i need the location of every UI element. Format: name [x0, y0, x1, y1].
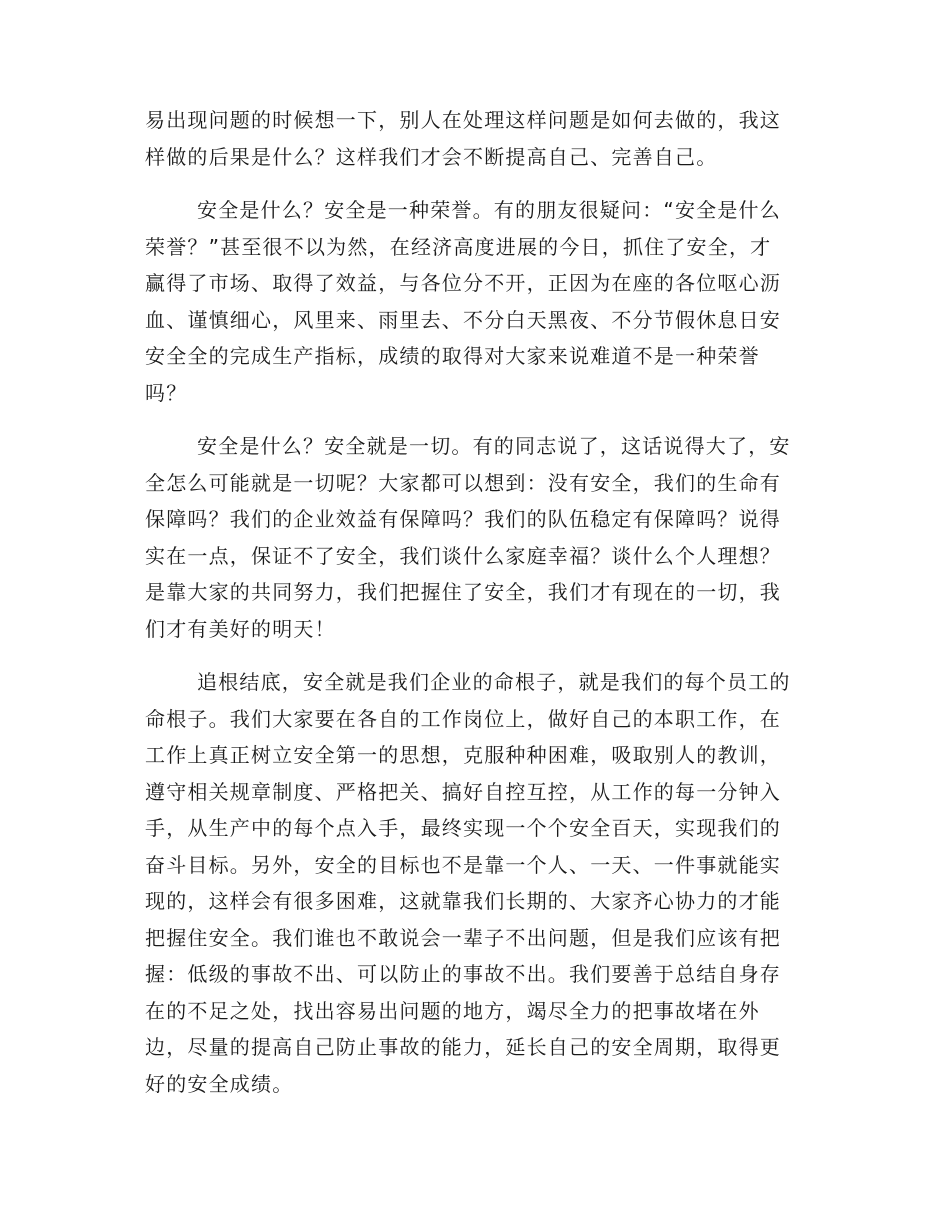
text-line: 手，从生产中的每个点入手，最终实现一个个安全百天，实现我们的	[145, 816, 781, 840]
paragraph-2	[145, 192, 815, 411]
text-line: 好的安全成绩。	[145, 1071, 294, 1096]
text-line: 荣誉？”甚至很不以为然，在经济高度进展的今日，抓住了安全，才	[145, 234, 772, 259]
paragraph-4	[145, 664, 815, 1102]
paragraph-1	[145, 102, 815, 175]
text-line: 把握住安全。我们谁也不敢说会一辈子不出问题，但是我们应该有把	[145, 925, 781, 950]
text-line: 追根结底，安全就是我们企业的命根子，就是我们的每个员工的	[197, 670, 791, 694]
text-line: 现的，这样会有很多困难，这就靠我们长期的、大家齐心协力的才能	[145, 889, 781, 913]
document-body	[145, 102, 815, 1119]
text-line: 安全全的完成生产指标，成绩的取得对大家来说难道不是一种荣誉	[145, 344, 760, 368]
text-line: 实在一点，保证不了安全，我们谈什么家庭幸福？谈什么个人理想？	[145, 543, 781, 568]
text-line: 工作上真正树立安全第一的思想，克服种种困难，吸取别人的教训，	[145, 743, 781, 767]
text-line: 安全是什么？安全就是一切。有的同志说了，这话说得大了，安	[197, 434, 791, 458]
text-line: 全怎么可能就是一切呢？大家都可以想到：没有安全，我们的生命有	[145, 470, 781, 495]
text-line: 边，尽量的提高自己防止事故的能力，延长自己的安全周期，取得更	[145, 1035, 781, 1059]
text-line: 握：低级的事故不出、可以防止的事故不出。我们要善于总结自身存	[145, 962, 781, 986]
text-line: 是靠大家的共同努力，我们把握住了安全，我们才有现在的一切，我	[145, 580, 781, 604]
text-line: 易出现问题的时候想一下，别人在处理这样问题是如何去做的，我这	[145, 108, 781, 132]
text-line: 吗？	[145, 380, 188, 405]
paragraph-3	[145, 428, 815, 647]
text-line: 在的不足之处，找出容易出问题的地方，竭尽全力的把事故堵在外	[145, 998, 760, 1023]
text-line: 保障吗？我们的企业效益有保障吗？我们的队伍稳定有保障吗？说得	[145, 507, 781, 531]
text-line: 奋斗目标。另外，安全的目标也不是靠一个人、一天、一件事就能实	[145, 852, 781, 877]
text-line: 赢得了市场、取得了效益，与各位分不开，正因为在座的各位呕心沥	[145, 271, 781, 295]
text-line: 遵守相关规章制度、严格把关、搞好自控互控，从工作的每一分钟入	[145, 779, 781, 804]
text-line: 们才有美好的明天！	[145, 616, 336, 641]
text-line: 命根子。我们大家要在各自的工作岗位上，做好自己的本职工作，在	[145, 706, 781, 731]
text-line: 血、谨慎细心，风里来、雨里去、不分白天黑夜、不分节假休息日安	[145, 307, 781, 332]
text-line: 安全是什么？安全是一种荣誉。有的朋友很疑问：“安全是什么	[197, 198, 781, 222]
text-line: 样做的后果是什么？这样我们才会不断提高自己、完善自己。	[145, 144, 718, 169]
